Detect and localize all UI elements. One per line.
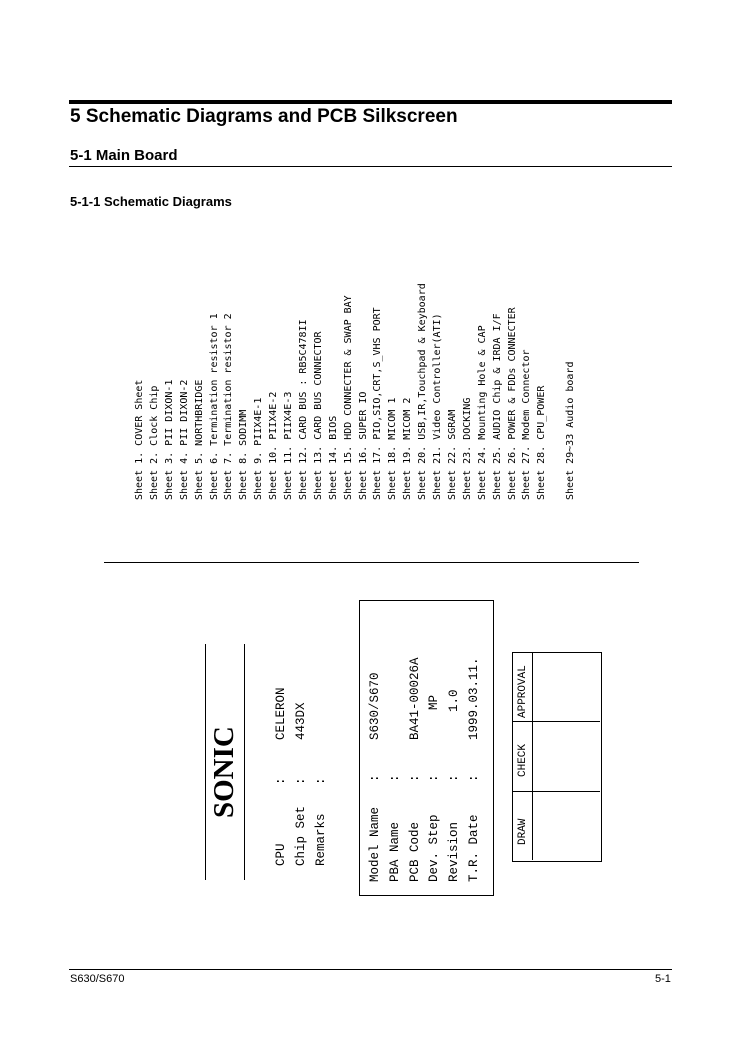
- cpu-label: CPU: [274, 843, 288, 866]
- dev-step-colon: :: [427, 774, 441, 782]
- footer-model: S630/S670: [70, 973, 125, 985]
- sheet-list-item: Sheet 24. Mounting Hole & CAP: [476, 325, 488, 500]
- sheet-list-item: Sheet 8. SODIMM: [238, 409, 250, 500]
- revision-value: 1.0: [447, 689, 461, 712]
- cpu-colon: :: [274, 777, 288, 785]
- pba-name-colon: :: [388, 774, 402, 782]
- remarks-label: Remarks: [314, 813, 328, 866]
- pcb-code-colon: :: [408, 774, 422, 782]
- check-label: CHECK: [517, 743, 529, 777]
- signature-row-line-1: [512, 721, 600, 722]
- sheet-list-item: Sheet 18. MICOM 1: [387, 397, 399, 500]
- sheet-list-item: Sheet 2. Clock Chip: [148, 385, 160, 500]
- sheet-list-item: Sheet 15. HDD CONNECTER & SWAP BAY: [342, 295, 354, 500]
- chipset-colon: :: [294, 777, 308, 785]
- sheet-list-item: Sheet 22. SGRAM: [446, 409, 458, 500]
- model-name-value: S630/S670: [368, 672, 382, 740]
- footer-page-number: 5-1: [655, 973, 671, 985]
- tr-date-value: 1999.03.11.: [467, 657, 481, 740]
- tr-date-label: T.R. Date: [467, 814, 481, 882]
- sheet-list-item: Sheet 5. NORTHBRIDGE: [193, 379, 205, 500]
- approval-label: APPROVAL: [517, 665, 529, 718]
- tr-date-colon: :: [467, 774, 481, 782]
- sheet-list-item: Sheet 20. USB,IR,Touchpad & Keyboard: [417, 283, 429, 500]
- sheet-list-item: Sheet 10. PIIX4E-2: [268, 391, 280, 500]
- brand-line-left: [205, 644, 206, 880]
- sheet-list-item: Sheet 25. AUDIO Chip & IRDA I/F: [491, 313, 503, 500]
- footer-rule: [69, 969, 672, 970]
- subsubsection-title: 5-1-1 Schematic Diagrams: [70, 194, 232, 209]
- pcb-code-label: PCB Code: [408, 821, 422, 882]
- sheet-list-item: Sheet 17. PIO,SIO,CRT,S_VHS PORT: [372, 307, 384, 500]
- section-title: 5 Schematic Diagrams and PCB Silkscreen: [70, 106, 458, 127]
- sheet-list-item: Sheet 9. PIIX4E-1: [253, 397, 265, 500]
- brand-line-right: [244, 644, 245, 880]
- remarks-colon: :: [314, 777, 328, 785]
- model-name-colon: :: [368, 774, 382, 782]
- brand-logo: SONIC: [208, 726, 240, 818]
- sheet-list-item: Sheet 27. Modem Connector: [521, 349, 533, 500]
- chipset-label: Chip Set: [294, 805, 308, 866]
- sheet-list-item: Sheet 21. Video Controller(ATI): [432, 313, 443, 500]
- separator-line: [104, 562, 639, 563]
- sheet-list-item: Sheet 29~33 Audio board: [565, 361, 577, 500]
- draw-label: DRAW: [517, 818, 529, 845]
- chipset-value: 443DX: [294, 702, 308, 740]
- pcb-code-value: BA41-00026A: [408, 657, 422, 740]
- top-rule: [69, 100, 672, 104]
- sheet-list-item: Sheet 16. SUPER IO: [357, 391, 369, 500]
- pba-name-label: PBA Name: [388, 821, 402, 882]
- signature-table-divider: [532, 652, 533, 860]
- sheet-list-item: Sheet 6. Termination resistor 1: [208, 313, 220, 500]
- revision-label: Revision: [447, 821, 461, 882]
- sheet-list-item: Sheet 13. CARD BUS CONNECTOR: [312, 331, 324, 500]
- sheet-list-item: Sheet 19. MICOM 2: [402, 397, 414, 500]
- revision-colon: :: [447, 774, 461, 782]
- sheet-list-item: Sheet 3. PII DIXON-1: [163, 379, 175, 500]
- model-name-label: Model Name: [368, 806, 382, 882]
- sheet-list-item: Sheet 14. BIOS: [327, 415, 339, 500]
- sheet-list-item: Sheet 28. CPU_POWER: [536, 385, 548, 500]
- sheet-list-item: Sheet 23. DOCKING: [461, 397, 473, 500]
- signature-row-line-2: [512, 791, 600, 792]
- dev-step-value: MP: [427, 694, 441, 710]
- sheet-list-item: Sheet 1. COVER Sheet: [134, 379, 145, 500]
- subsection-title: 5-1 Main Board: [70, 147, 178, 164]
- sheet-list-item: Sheet 26. POWER & FDDs CONNECTER: [506, 307, 518, 500]
- sheet-list-item: Sheet 12. CARD BUS : RB5C478II: [297, 319, 309, 500]
- sheet-list-item: Sheet 11. PIIX4E-3: [283, 391, 294, 500]
- dev-step-label: Dev. Step: [427, 814, 441, 882]
- subsection-rule: [69, 166, 672, 167]
- sheet-list-item: Sheet 7. Termination resistor 2: [223, 313, 235, 500]
- cpu-value: CELERON: [274, 687, 288, 740]
- sheet-list-item: Sheet 4. PII DIXON-2: [178, 379, 190, 500]
